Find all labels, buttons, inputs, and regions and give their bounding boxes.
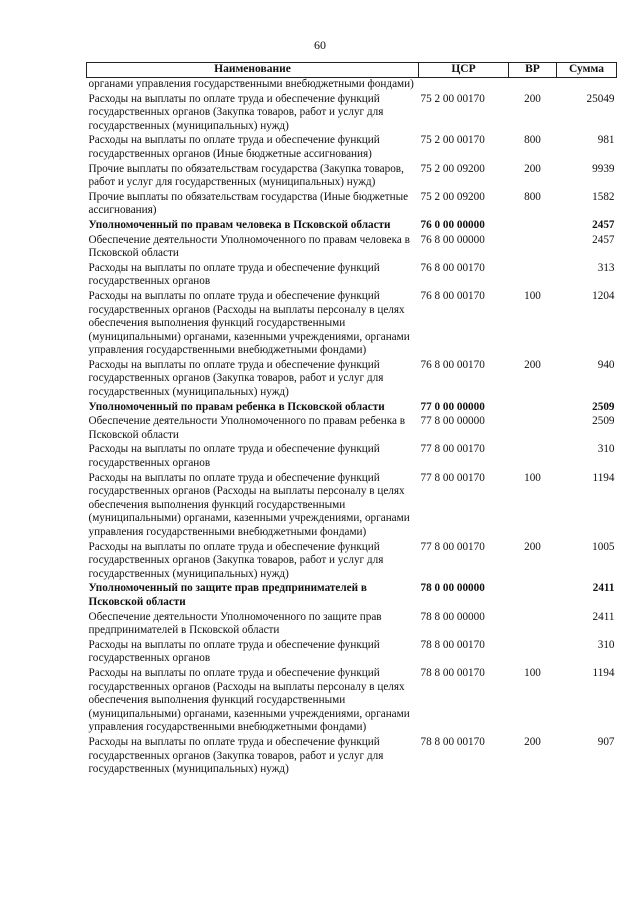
table-row [87,582,617,610]
row-vr: 800 [524,134,541,147]
row-csr: 75 2 00 09200 [420,190,485,203]
row-name: Расходы на выплаты по оплате труда и обеспечение функций государственных органов [88,261,380,288]
row-csr: 77 8 00 00170 [420,540,485,553]
header-name: Наименование [87,63,419,78]
row-sum: 310 [597,638,615,651]
table-row [87,667,617,736]
row-vr [509,611,557,639]
row-csr: 76 8 00 00170 [420,289,485,302]
row-sum: 25049 [586,92,615,105]
row-vr [509,639,557,667]
table-body [87,78,617,778]
table-row [87,191,617,219]
row-vr: 200 [524,162,541,175]
row-vr [509,443,557,471]
row-name: Расходы на выплаты по оплате труда и обеспечение функций государственных органов (Расходы на выплаты персоналу в целях обеспечения выполнения функций государственными (муниципальными) органами, казенными учреждениями, органами управления государственными внебюджетными фондами) [88,471,410,538]
row-sum: 1005 [592,540,615,553]
row-csr: 76 8 00 00170 [420,358,485,371]
row-csr: 78 8 00 00000 [420,610,485,623]
row-sum: 2457 [592,218,615,231]
row-csr: 78 8 00 00170 [420,735,485,748]
page-number: 60 [314,38,326,52]
row-vr: 200 [524,92,541,105]
row-sum: 2411 [592,582,615,595]
row-csr: 77 0 00 00000 [420,400,485,413]
row-csr: 75 2 00 00170 [420,134,485,147]
row-csr: 78 0 00 00000 [420,582,485,595]
row-vr: 100 [524,289,541,302]
table-row [87,639,617,667]
row-vr: 200 [524,540,541,553]
row-sum: 9939 [592,162,615,175]
row-vr [509,234,557,262]
row-name: Расходы на выплаты по оплате труда и обеспечение функций государственных органов [88,443,380,470]
row-sum: 310 [597,443,615,456]
row-name: Обеспечение деятельности Уполномоченного по правам ребенка в Псковской области [88,415,406,441]
table-row [87,443,617,471]
row-sum: 1582 [592,190,615,203]
table-row [87,262,617,290]
row-name: Уполномоченный по защите прав предпринимателей в Псковской области [88,582,367,608]
row-csr: 75 2 00 00170 [420,92,485,105]
row-sum: 2411 [592,610,615,623]
row-name: Обеспечение деятельности Уполномоченного по защите прав предпринимателей в Псковской области [88,610,382,637]
row-sum: 1194 [592,666,615,679]
row-sum: 981 [597,134,615,147]
row-vr: 800 [524,190,541,203]
table-row [87,134,617,162]
table-row [87,234,617,262]
table-row [87,93,617,135]
header-sum: Сумма [557,63,617,78]
row-vr [509,415,557,443]
row-sum: 2457 [592,233,615,246]
budget-table [86,62,617,778]
row-vr: 100 [524,666,541,679]
continuation-text: органами управления государственными внебюджетными фондами) [88,78,414,90]
row-vr [509,262,557,290]
row-name: Расходы на выплаты по оплате труда и обеспечение функций государственных органов [88,638,380,665]
row-csr: 76 8 00 00000 [420,233,485,246]
table-row [87,472,617,541]
row-name: Расходы на выплаты по оплате труда и обеспечение функций государственных органов (Расходы на выплаты персоналу в целях обеспечения выполнения функций государственными (муниципальными) органами, казенными учреждениями, органами управления государственными внебюджетными фондами) [88,289,410,357]
row-name: Уполномоченный по правам ребенка в Псковской области [88,400,385,413]
table-row [87,401,617,416]
row-sum: 2509 [592,400,615,413]
header-csr: ЦСР [419,63,509,78]
row-name: Расходы на выплаты по оплате труда и обеспечение функций государственных органов (Закупка товаров, работ и услуг для государственных (муниципальных) нужд) [88,358,384,399]
row-csr: 77 8 00 00170 [420,443,485,456]
table-row [87,219,617,234]
row-name: Обеспечение деятельности Уполномоченного по правам человека в Псковской области [88,233,410,260]
row-csr: 75 2 00 09200 [420,162,485,175]
row-name: Прочие выплаты по обязательствам государства (Иные бюджетные ассигнования) [88,190,409,217]
row-name: Расходы на выплаты по оплате труда и обеспечение функций государственных органов (Расходы на выплаты персоналу в целях обеспечения выполнения функций государственными (муниципальными) органами, казенными учреждениями, органами управления государственными внебюджетными фондами) [88,666,410,734]
row-vr [509,401,557,416]
row-sum: 1194 [592,471,615,484]
row-name: Расходы на выплаты по оплате труда и обеспечение функций государственных органов (Закупка товаров, работ и услуг для государственных (муниципальных) нужд) [88,540,384,580]
row-name: Прочие выплаты по обязательствам государства (Закупка товаров, работ и услуг для государственных (муниципальных) нужд) [88,162,404,189]
row-vr: 200 [524,358,541,371]
row-csr: 77 8 00 00000 [420,415,485,428]
row-name: Расходы на выплаты по оплате труда и обеспечение функций государственных органов (Закупка товаров, работ и услуг для государственных (муниципальных) нужд) [88,92,384,132]
row-sum: 1204 [592,289,615,302]
row-csr: 76 0 00 00000 [420,218,485,231]
row-name: Уполномоченный по правам человека в Псковской области [88,218,391,231]
continuation-row [87,78,617,93]
table-row [87,415,617,443]
row-csr: 77 8 00 00170 [420,471,485,484]
row-sum: 907 [597,735,615,748]
row-vr: 100 [524,471,541,484]
table-row [87,611,617,639]
table-header [87,63,617,78]
table-row [87,163,617,191]
row-sum: 2509 [592,415,615,428]
row-sum: 313 [597,261,615,274]
row-name: Расходы на выплаты по оплате труда и обеспечение функций государственных органов (Закупка товаров, работ и услуг для государственных (муниципальных) нужд) [88,735,384,776]
row-sum: 940 [597,358,615,371]
table-row [87,736,617,778]
row-csr: 76 8 00 00170 [420,261,485,274]
table-row [87,541,617,583]
table-row [87,290,617,359]
row-vr [509,219,557,234]
row-name: Расходы на выплаты по оплате труда и обеспечение функций государственных органов (Иные бюджетные ассигнования) [88,134,380,160]
row-vr [509,582,557,610]
row-csr: 78 8 00 00170 [420,666,485,679]
header-vr: ВР [509,63,557,78]
row-vr: 200 [524,735,541,748]
table-row [87,359,617,401]
row-csr: 78 8 00 00170 [420,638,485,651]
